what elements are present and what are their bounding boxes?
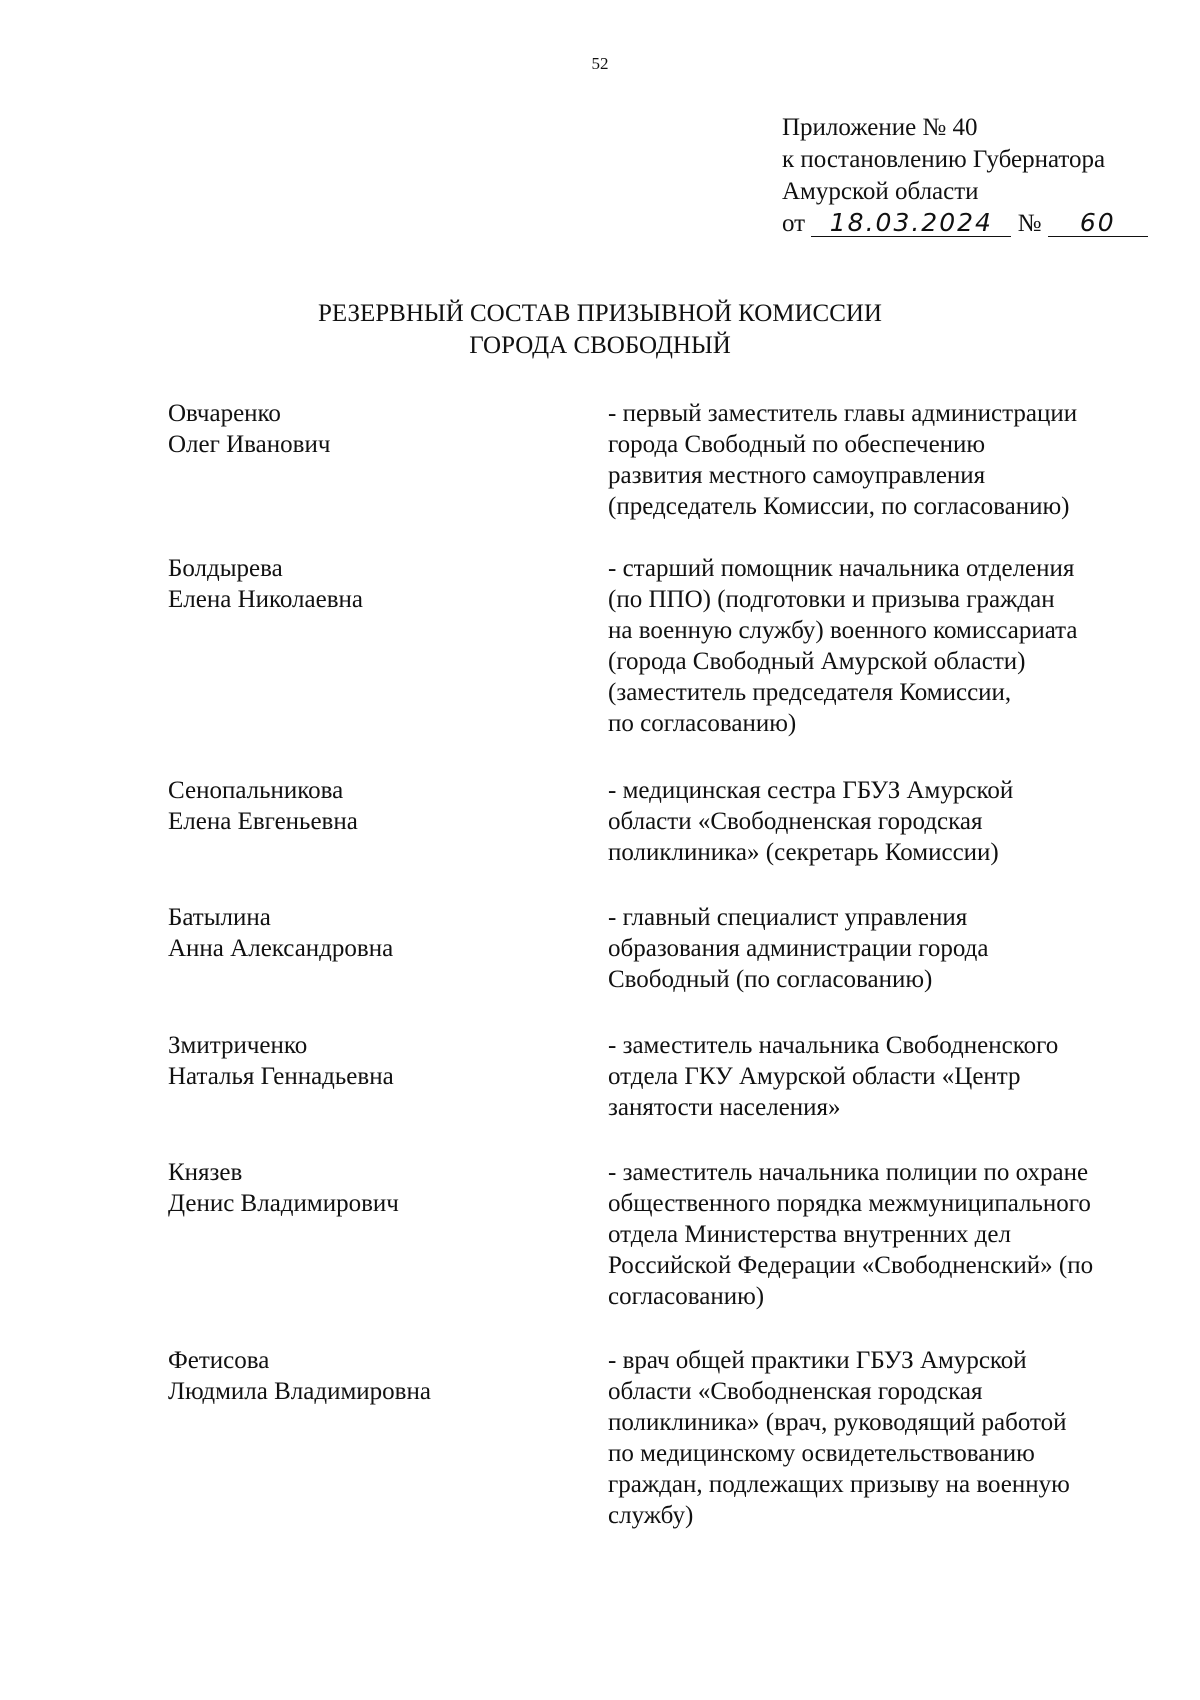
member-surname: Змитриченко	[168, 1032, 308, 1059]
role-line: занятости населения»	[608, 1094, 841, 1121]
appendix-header	[782, 112, 1148, 240]
role-line: общественного порядка межмуниципального	[608, 1190, 1091, 1217]
role-line: согласованию)	[608, 1283, 765, 1310]
member-name	[168, 553, 588, 615]
role-line: - главный специалист управления	[608, 904, 968, 931]
member-role	[608, 775, 1168, 868]
appendix-region: Амурской области	[782, 178, 979, 205]
member-surname: Фетисова	[168, 1347, 270, 1374]
member-name	[168, 775, 588, 837]
handwritten-number: 60	[1048, 210, 1148, 237]
member-given-name: Наталья Геннадьевна	[168, 1063, 394, 1090]
member-given-name: Анна Александровна	[168, 935, 394, 962]
member-surname: Сенопальникова	[168, 777, 344, 804]
member-role	[608, 553, 1168, 739]
member-surname: Овчаренко	[168, 400, 281, 427]
role-line: Российской Федерации «Свободненский» (по	[608, 1252, 1094, 1279]
role-line: - старший помощник начальника отделения	[608, 555, 1075, 582]
member-name	[168, 1030, 588, 1092]
role-line: - первый заместитель главы администрации	[608, 400, 1078, 427]
member-surname: Батылина	[168, 904, 271, 931]
member-given-name: Людмила Владимировна	[168, 1378, 431, 1405]
role-line: (по ППО) (подготовки и призыва граждан	[608, 586, 1055, 613]
role-line: отдела ГКУ Амурской области «Центр	[608, 1063, 1021, 1090]
member-surname: Болдырева	[168, 555, 283, 582]
title-line-2: ГОРОДА СВОБОДНЫЙ	[469, 332, 731, 359]
appendix-title: Приложение № 40	[782, 114, 978, 141]
member-name	[168, 902, 588, 964]
role-line: - медицинская сестра ГБУЗ Амурской	[608, 777, 1014, 804]
member-surname: Князев	[168, 1159, 243, 1186]
date-prefix: от	[782, 210, 806, 237]
role-line: службу)	[608, 1502, 694, 1529]
member-given-name: Елена Евгеньевна	[168, 808, 358, 835]
member-given-name: Денис Владимирович	[168, 1190, 399, 1217]
role-line: области «Свободненская городская	[608, 808, 983, 835]
member-given-name: Олег Иванович	[168, 431, 331, 458]
role-line: города Свободный по обеспечению	[608, 431, 986, 458]
role-line: (заместитель председателя Комиссии,	[608, 679, 1012, 706]
member-role	[608, 902, 1168, 995]
member-name	[168, 398, 588, 460]
document-title	[0, 298, 1200, 362]
role-line: поликлиника» (врач, руководящий работой	[608, 1409, 1067, 1436]
member-given-name: Елена Николаевна	[168, 586, 363, 613]
member-role	[608, 1157, 1168, 1312]
member-name	[168, 1345, 588, 1407]
role-line: образования администрации города	[608, 935, 989, 962]
member-role	[608, 1030, 1168, 1123]
role-line: - заместитель начальника полиции по охране	[608, 1159, 1089, 1186]
appendix-date-line	[782, 208, 1148, 240]
role-line: по согласованию)	[608, 710, 797, 737]
role-line: Свободный (по согласованию)	[608, 966, 933, 993]
role-line: - врач общей практики ГБУЗ Амурской	[608, 1347, 1027, 1374]
role-line: (города Свободный Амурской области)	[608, 648, 1026, 675]
role-line: отдела Министерства внутренних дел	[608, 1221, 1011, 1248]
handwritten-date: 18.03.2024	[811, 210, 1011, 237]
role-line: области «Свободненская городская	[608, 1378, 983, 1405]
appendix-reference: к постановлению Губернатора	[782, 146, 1106, 173]
role-line: на военную службу) военного комиссариата	[608, 617, 1078, 644]
role-line: развития местного самоуправления	[608, 462, 986, 489]
role-line: (председатель Комиссии, по согласованию)	[608, 493, 1070, 520]
page-number: 52	[591, 54, 609, 73]
number-label: №	[1017, 210, 1042, 237]
title-line-1: РЕЗЕРВНЫЙ СОСТАВ ПРИЗЫВНОЙ КОМИССИИ	[317, 300, 882, 327]
role-line: граждан, подлежащих призыву на военную	[608, 1471, 1070, 1498]
member-role	[608, 398, 1168, 522]
role-line: - заместитель начальника Свободненского	[608, 1032, 1059, 1059]
member-name	[168, 1157, 588, 1219]
role-line: поликлиника» (секретарь Комиссии)	[608, 839, 999, 866]
role-line: по медицинскому освидетельствованию	[608, 1440, 1035, 1467]
member-role	[608, 1345, 1168, 1531]
